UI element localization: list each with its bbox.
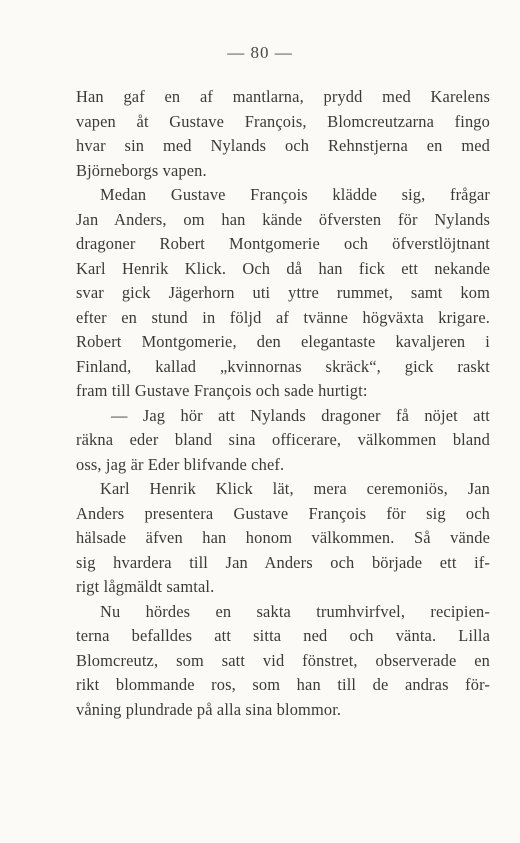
- text-line: svar gick Jägerhorn uti yttre rummet, samt kom: [76, 283, 490, 302]
- body-text: [76, 85, 490, 722]
- text-line: — Jag hör att Nylands dragoner få nöjet att: [111, 405, 490, 425]
- text-line: rikt blommande ros, som han till de andras för-: [76, 675, 490, 694]
- text-line: efter en stund in följd af tvänne högväxta krigare.: [76, 307, 490, 327]
- text-line: Blomcreutz, som satt vid fönstret, observerade en: [76, 650, 490, 670]
- text-line: Jan Anders, om han kände öfversten för Nylands: [76, 209, 490, 229]
- text-line: dragoner Robert Montgomerie och öfverstlöjtnant: [76, 234, 490, 253]
- text-line: våning plundrade på alla sina blommor.: [76, 699, 342, 719]
- text-line: Nu hördes en sakta trumhvirfvel, recipien-: [100, 601, 490, 621]
- text-line: fram till Gustave François och sade hurtigt:: [76, 381, 368, 400]
- text-line: Karl Henrik Klick lät, mera ceremoniös, Jan: [100, 479, 490, 498]
- text-line: Han gaf en af mantlarna, prydd med Karelens: [76, 87, 490, 106]
- text-line: sig hvardera till Jan Anders och började ett if-: [76, 552, 490, 572]
- text-line: Medan Gustave François klädde sig, frågar: [100, 185, 490, 204]
- text-line: hvar sin med Nylands och Rehnstjerna en med: [76, 136, 490, 155]
- text-line: hälsade äfven han honom välkommen. Så vände: [76, 528, 490, 547]
- text-line: Karl Henrik Klick. Och då han fick ett nekande: [76, 258, 490, 278]
- text-line: Anders presentera Gustave François för sig och: [76, 503, 490, 523]
- text-line: Finland, kallad „kvinnornas skräck“, gick raskt: [76, 356, 490, 376]
- text-line: Robert Montgomerie, den elegantaste kavaljeren i: [76, 332, 490, 351]
- text-line: vapen åt Gustave François, Blomcreutzarna fingo: [76, 111, 490, 131]
- text-line: rigt lågmäldt samtal.: [76, 577, 215, 596]
- page-number: — 80 —: [227, 43, 293, 62]
- text-line: räkna eder bland sina officerare, välkommen bland: [76, 430, 490, 449]
- text-line: oss, jag är Eder blifvande chef.: [76, 454, 285, 474]
- text-line: terna befalldes att sitta ned och vänta. Lilla: [76, 626, 490, 645]
- text-line: Björneborgs vapen.: [76, 160, 207, 180]
